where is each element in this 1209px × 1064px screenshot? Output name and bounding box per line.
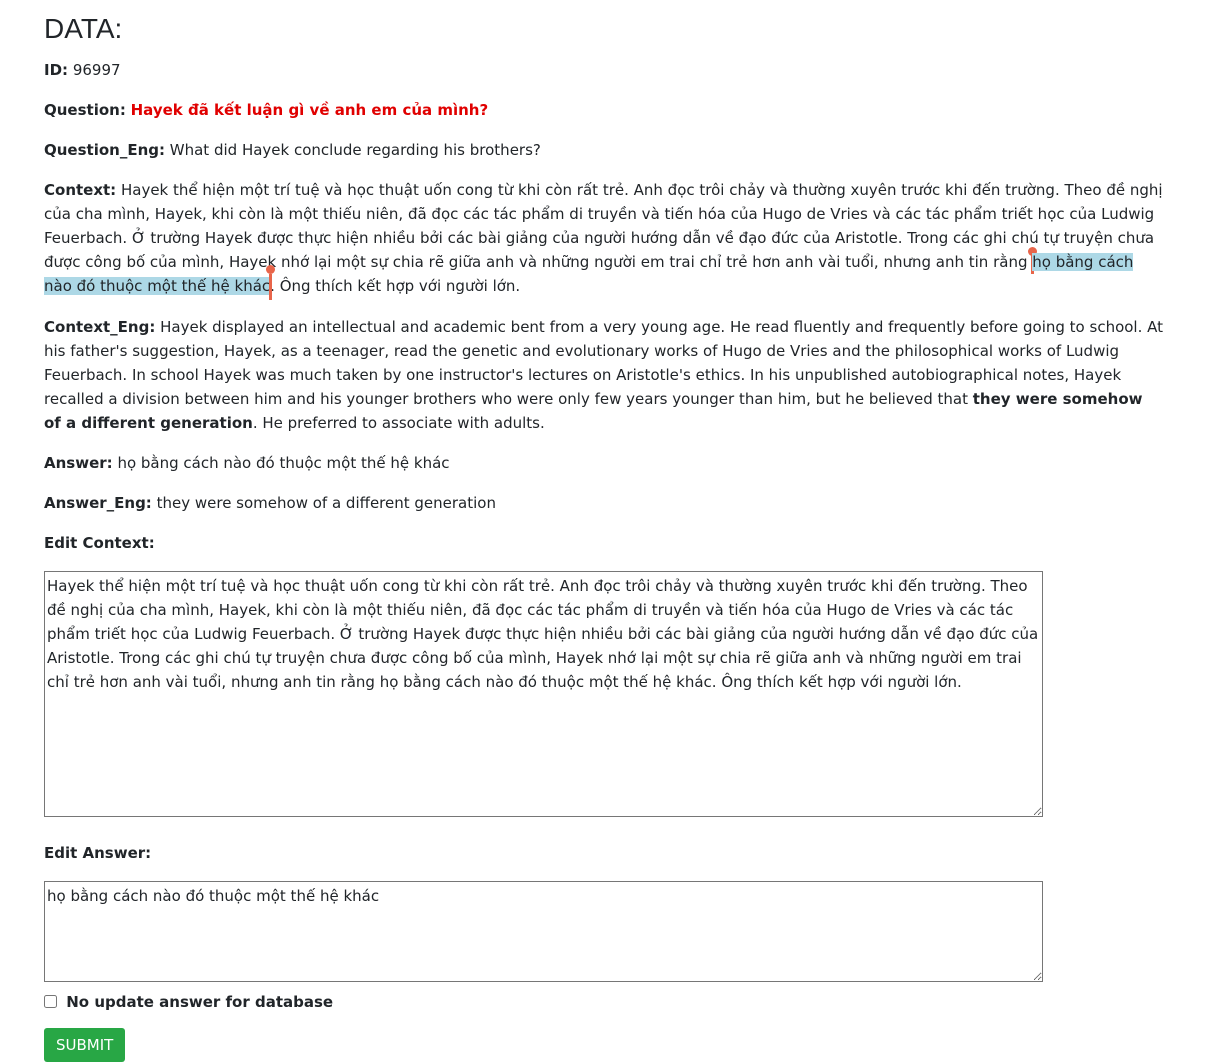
page-title: DATA: <box>44 13 123 44</box>
answer-row <box>44 451 1164 475</box>
context-row[interactable] <box>44 178 1164 298</box>
no-update-row <box>44 992 1164 1012</box>
edit-answer-label-row <box>44 841 1164 865</box>
id-label: ID: <box>44 61 69 79</box>
submit-row <box>44 1028 1164 1062</box>
context-label: Context: <box>44 181 117 199</box>
edit-answer-textarea[interactable] <box>44 881 1043 982</box>
question-row <box>44 98 1164 122</box>
edit-context-label-row <box>44 531 1164 555</box>
question-eng-label: Question_Eng: <box>44 141 165 159</box>
question-value: Hayek đã kết luận gì về anh em của mình? <box>130 101 489 119</box>
edit-context-label: Edit Context: <box>44 534 155 552</box>
answer-eng-row <box>44 491 1164 515</box>
question-label: Question: <box>44 101 126 119</box>
data-page <box>44 0 1164 1062</box>
edit-answer-label: Edit Answer: <box>44 844 152 862</box>
answer-eng-value: they were somehow of a different generation <box>156 494 496 512</box>
id-row <box>44 58 1164 82</box>
context-eng-text-after: . He preferred to associate with adults. <box>252 414 545 432</box>
context-eng-answer-bold: they were somehow of a different generation <box>44 390 1143 432</box>
context-eng-text-before: Hayek displayed an intellectual and academic bent from a very young age. He read fluently and frequently before going to school. At his father's suggestion, Hayek, as a teenager, read the genetic and evolutionary works of Hugo de Vries and the philosophical works of Ludwig Feuerbach. In school Hayek was much taken by one instructor's lectures on Aristotle's ethics. In his unpublished autobiographical notes, Hayek recalled a division between him and his younger brothers who were only few years younger than him, but he believed that <box>44 318 1164 408</box>
context-eng-label: Context_Eng: <box>44 318 156 336</box>
submit-button[interactable]: SUBMIT <box>44 1028 125 1062</box>
context-highlight[interactable]: họ bằng cách nào đó thuộc một thế hệ khác <box>44 253 1134 295</box>
answer-label: Answer: <box>44 454 113 472</box>
context-text-after: . Ông thích kết hợp với người lớn. <box>270 277 521 295</box>
no-update-checkbox[interactable] <box>44 995 57 1008</box>
edit-context-textarea[interactable] <box>44 571 1043 817</box>
answer-value: họ bằng cách nào đó thuộc một thế hệ khác <box>117 454 450 472</box>
answer-eng-label: Answer_Eng: <box>44 494 152 512</box>
no-update-label[interactable]: No update answer for database <box>66 993 334 1011</box>
question-eng-value: What did Hayek conclude regarding his brothers? <box>169 141 541 159</box>
question-eng-row <box>44 138 1164 162</box>
context-eng-row <box>44 315 1164 435</box>
id-value: 96997 <box>72 61 121 79</box>
context-text-before: Hayek thể hiện một trí tuệ và học thuật uốn cong từ khi còn rất trẻ. Anh đọc trôi chảy và thường xuyên trước khi đến trường. Theo đề nghị của cha mình, Hayek, khi còn là một thiếu niên, đã đọc các tác phẩm di truyền và tiến hóa của Hugo de Vries và các tác phẩm triết học của Ludwig Feuerbach. Ở trường Hayek được thực hiện nhiều bởi các bài giảng của người hướng dẫn về đạo đức của Aristotle. Trong các ghi chú tự truyện chưa được công bố của mình, Hayek nhớ lại một sự chia rẽ giữa anh và những người em trai chỉ trẻ hơn anh vài tuổi, nhưng anh tin rằng <box>44 181 1163 271</box>
